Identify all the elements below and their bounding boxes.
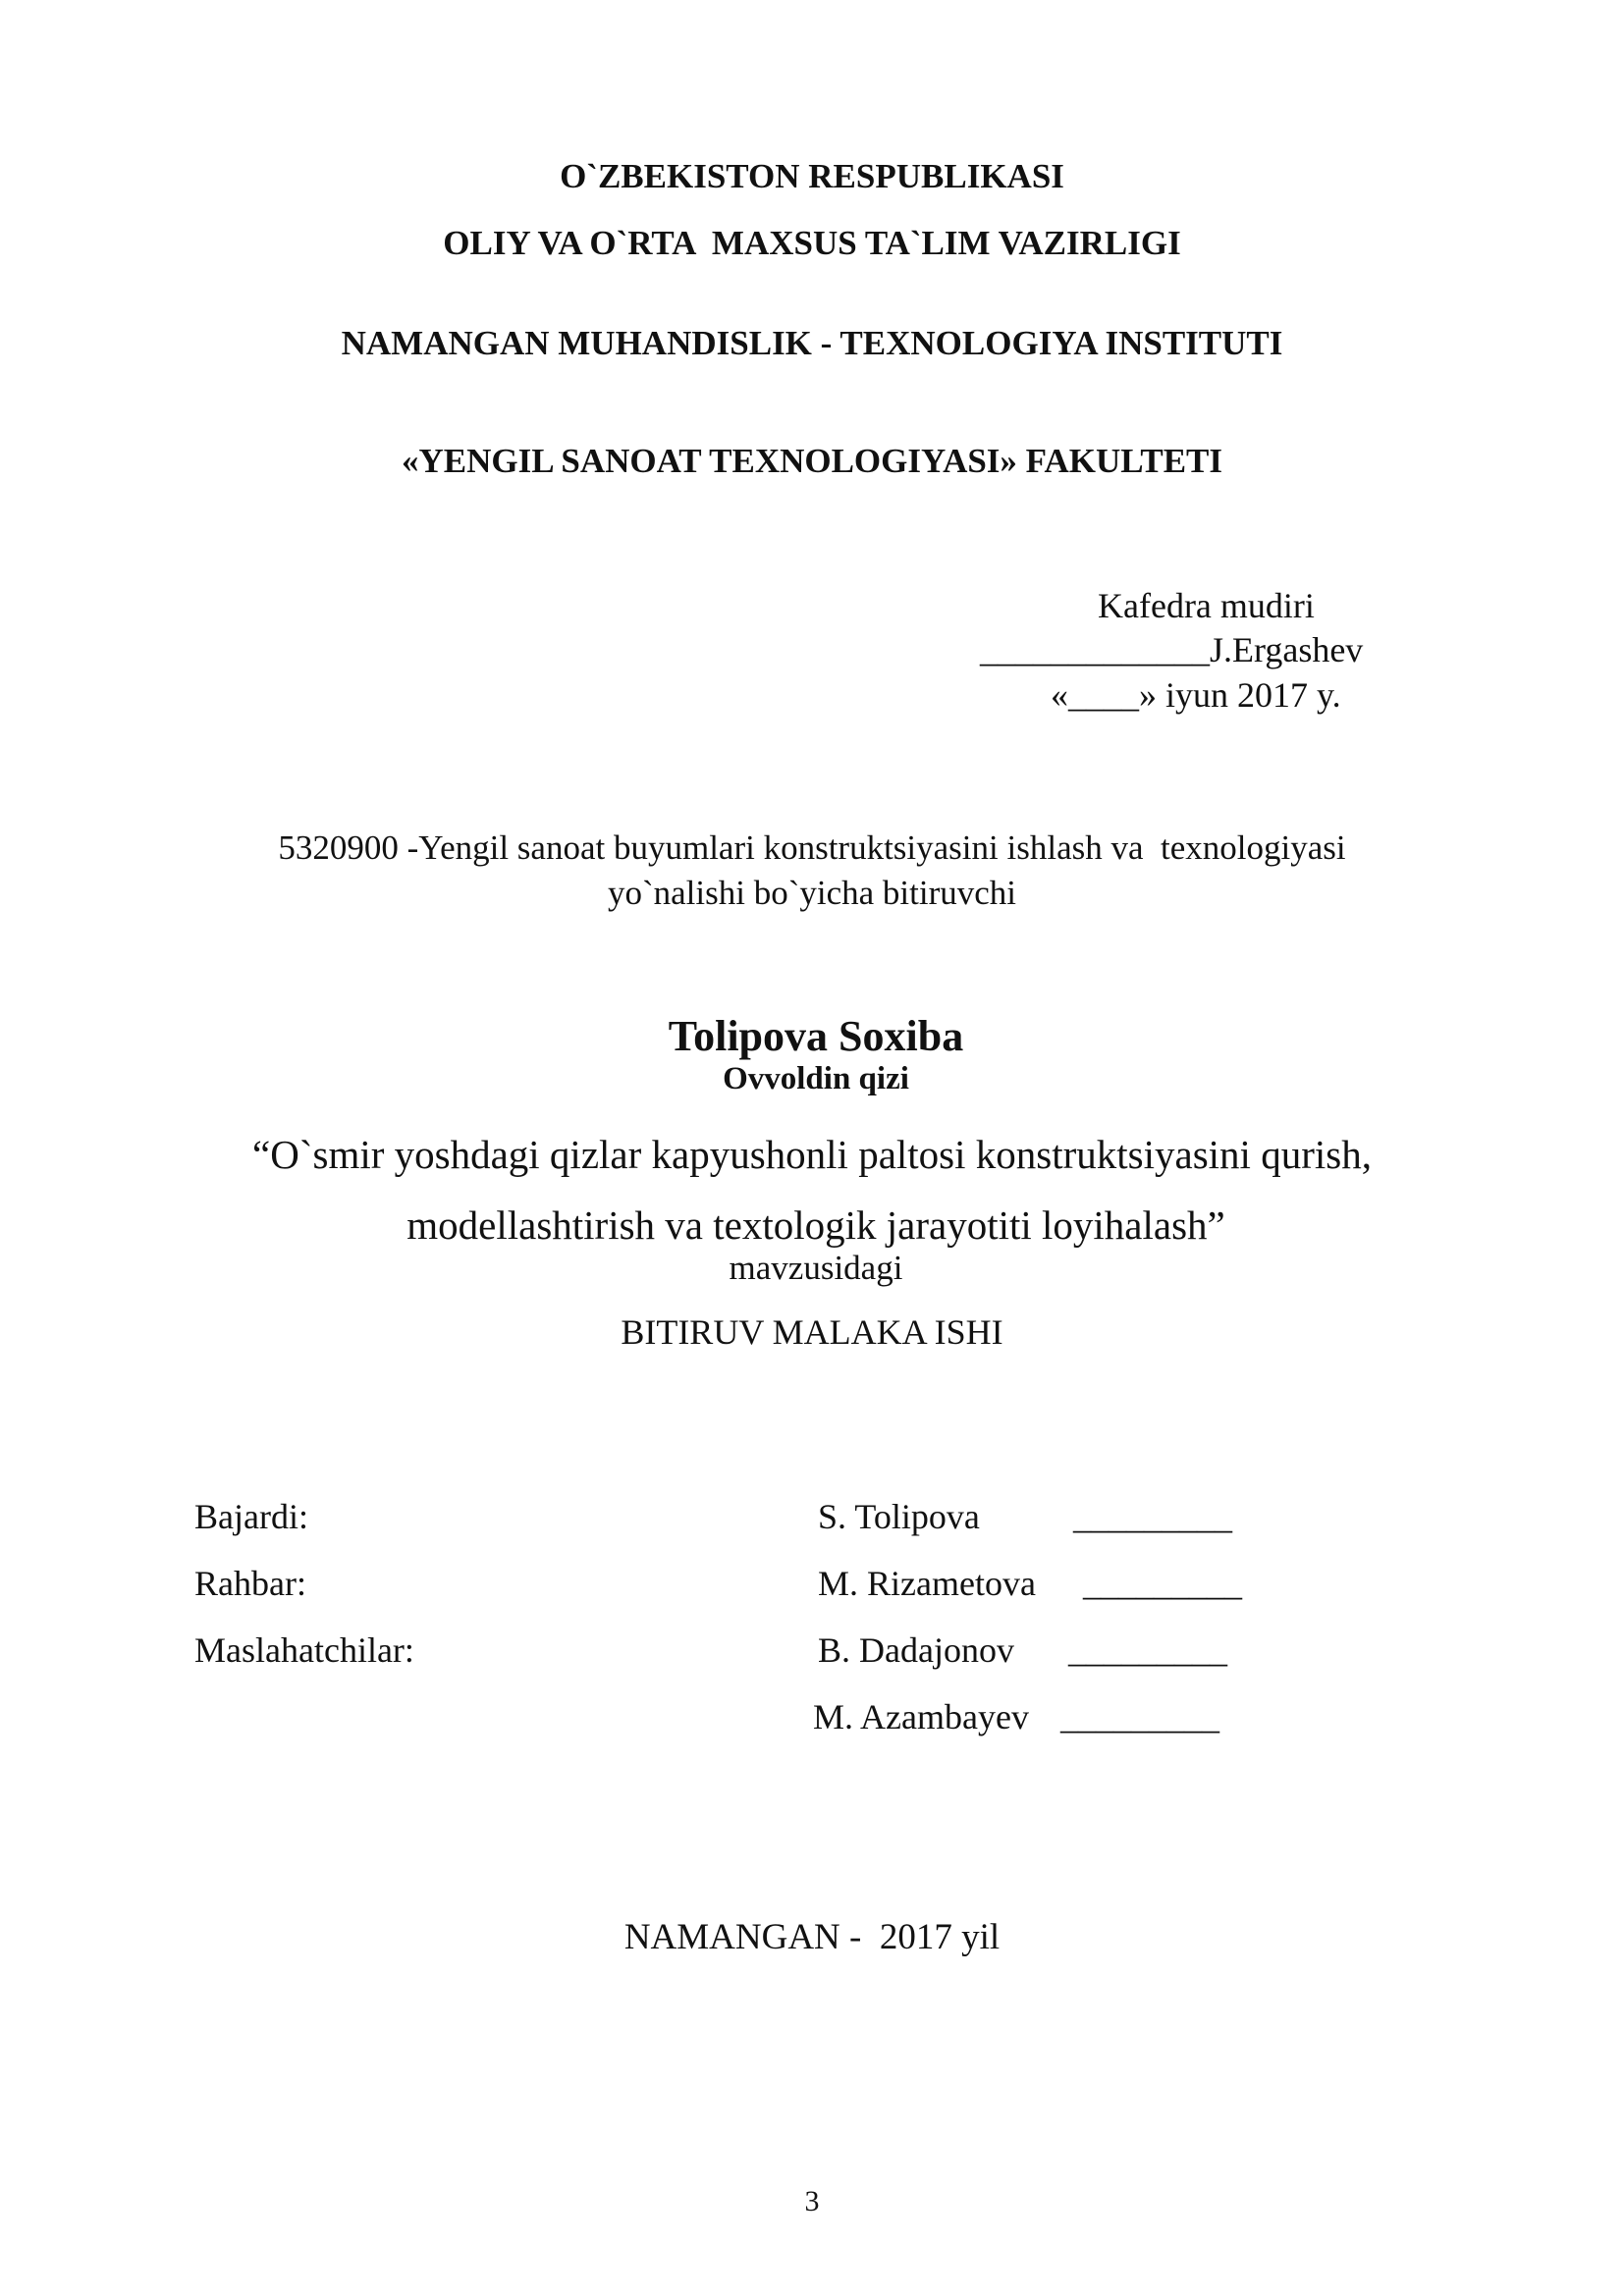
specialty-line-1: 5320900 -Yengil sanoat buyumlari konstruktsiyasini ishlash va texnologiyasi — [278, 828, 1346, 867]
approval-signature-line: _____________J.Ergashev — [980, 630, 1364, 669]
topic-line-1: “O`smir yoshdagi qizlar kapyushonli paltosi konstruktsiyasini qurish, — [252, 1132, 1372, 1177]
author-patronymic: Ovvoldin qizi — [723, 1061, 909, 1096]
approval-date-line: «____» iyun 2017 y. — [1051, 675, 1341, 715]
signature-line-supervisor: _________ — [1083, 1564, 1242, 1603]
person-consultant-1: B. Dadajonov — [818, 1630, 1014, 1670]
signature-line-consultant-1: _________ — [1068, 1630, 1227, 1670]
specialty-line-2: yo`nalishi bo`yicha bitiruvchi — [607, 874, 1017, 912]
institute-heading: NAMANGAN MUHANDISLIK - TEXNOLOGIYA INSTITUTI — [341, 324, 1283, 362]
author-full-name: Tolipova Soxiba — [668, 1012, 964, 1060]
faculty-heading: «YENGIL SANOAT TEXNOLOGIYASI» FAKULTETI — [401, 442, 1223, 480]
topic-line-2: modellashtirish va textologik jarayotiti loyihalash” — [406, 1202, 1225, 1248]
country-heading: O`ZBEKISTON RESPUBLIKASI — [560, 157, 1064, 195]
topic-suffix: mavzusidagi — [729, 1249, 903, 1287]
person-consultant-2: M. Azambayev — [813, 1697, 1029, 1736]
role-label-supervisor: Rahbar: — [194, 1564, 306, 1603]
signature-line-executor: _________ — [1073, 1497, 1232, 1536]
topic-line-2-wrapper — [0, 1184, 1624, 1288]
role-label-executor: Bajardi: — [194, 1497, 308, 1536]
person-executor: S. Tolipova — [818, 1497, 980, 1536]
person-supervisor: M. Rizametova — [818, 1564, 1036, 1603]
page-number: 3 — [804, 2185, 820, 2217]
approval-title: Kafedra mudiri — [1098, 586, 1315, 625]
work-type-heading: BITIRUV MALAKA ISHI — [621, 1312, 1003, 1352]
author-name — [0, 993, 1624, 1097]
city-year: NAMANGAN - 2017 yil — [623, 1917, 1001, 1957]
role-label-consultants: Maslahatchilar: — [194, 1630, 414, 1670]
signature-line-consultant-2: _________ — [1060, 1697, 1219, 1736]
ministry-heading: OLIY VA O`RTA MAXSUS TA`LIM VAZIRLIGI — [443, 224, 1181, 262]
